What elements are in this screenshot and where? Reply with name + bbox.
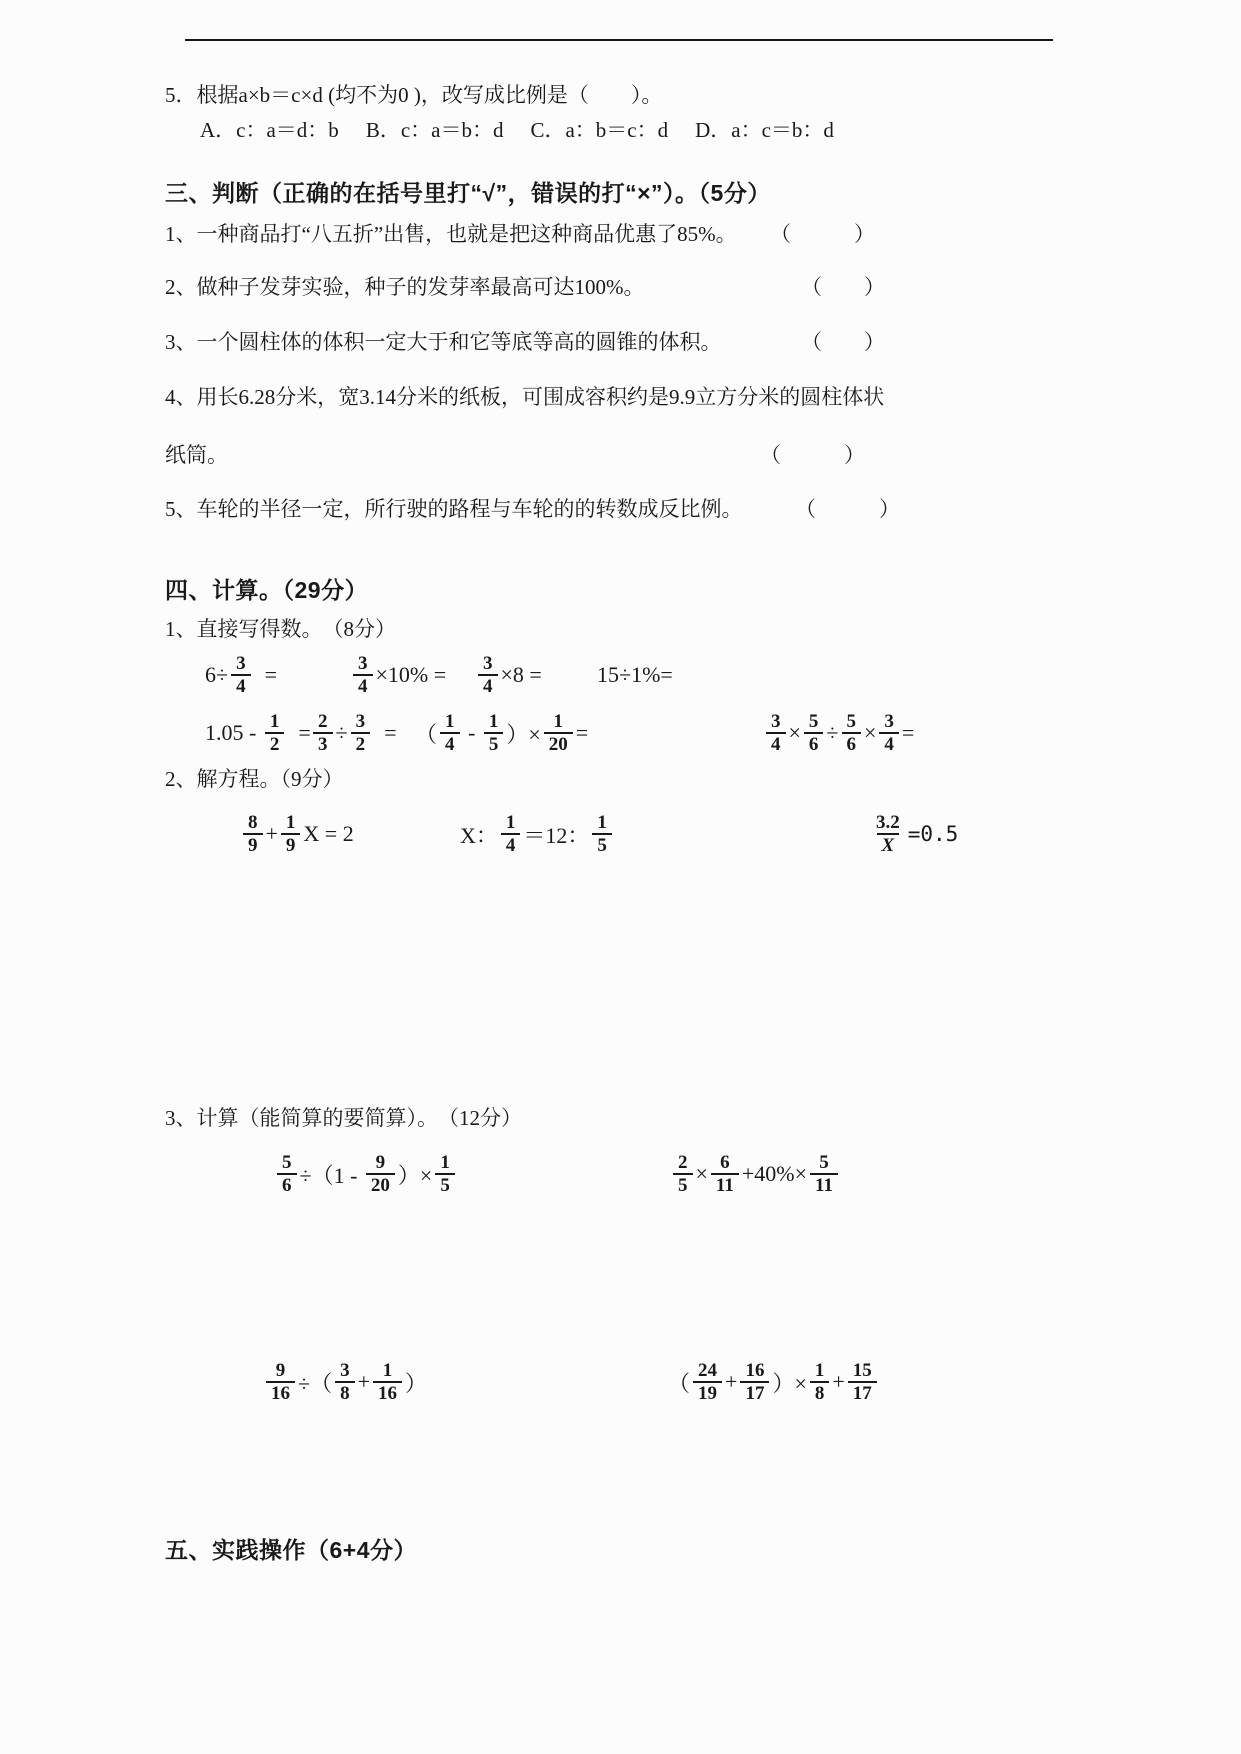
judgment-item-5 (165, 496, 1010, 522)
top-divider-rule (185, 39, 1053, 41)
fraction: $\frac{3}{4}$ (231, 653, 251, 698)
fraction: $\frac{1}{5}$ (592, 812, 612, 857)
fraction: $\frac{3}{4}$ (879, 711, 899, 756)
fraction: $\frac{5}{6}$ (277, 1152, 297, 1197)
math-expression: $\frac{5}{6}$ ÷（1 - $\frac{9}{20}$ ）× $\frac{1}{5}$ (274, 1138, 458, 1210)
math-expression: 6÷ $\frac{3}{4}$ = (205, 652, 277, 697)
section-three-title: 三、判断（正确的在括号里打“√”，错误的打“×”）。（5分） (165, 180, 771, 206)
fraction: $\frac{3}{2}$ (351, 711, 371, 756)
option-c: C．a：b＝c：d (530, 118, 669, 142)
judgment-item-4-text2: 纸筒。 (165, 443, 228, 467)
fraction: $\frac{24}{19}$ (693, 1360, 722, 1405)
math-expression: $\frac{3}{4}$ × $\frac{5}{6}$ ÷ $\frac{5}{6}$ × $\frac{3}{4}$ = (763, 701, 914, 765)
judgment-item-2 (165, 274, 1010, 300)
fraction: $\frac{1}{5}$ (484, 711, 504, 756)
fraction: $\frac{9}{20}$ (366, 1152, 395, 1197)
fraction: $\frac{6}{11}$ (711, 1152, 739, 1197)
math-expression: $\frac{2}{3}$ ÷ $\frac{3}{2}$ = (310, 701, 397, 765)
equation: X： $\frac{1}{4}$ ＝12： $\frac{1}{5}$ (460, 795, 615, 873)
answer-bracket: （ ） (760, 443, 865, 467)
fraction: $\frac{5}{6}$ (842, 711, 862, 756)
fraction: $\frac{3}{4}$ (766, 711, 786, 756)
simplify-calc-title: 3、计算（能简算的要简算）。 （12分） (165, 1106, 522, 1130)
fraction: $\frac{1}{9}$ (281, 812, 301, 857)
fraction: $\frac{1}{5}$ (435, 1152, 455, 1197)
answer-bracket: （ ） (770, 222, 875, 246)
equation: $\frac{8}{9}$ + $\frac{1}{9}$ X = 2 (240, 795, 354, 873)
fraction: $\frac{1}{4}$ (501, 812, 521, 857)
option-a: A．c：a＝d：b (200, 118, 339, 142)
fraction: $\frac{1}{16}$ (373, 1360, 402, 1405)
answer-bracket: （ ） (795, 497, 900, 521)
math-expression: $\frac{9}{16}$ ÷（ $\frac{3}{8}$ + $\frac{1}{16}$ ） (263, 1346, 427, 1418)
direct-calc-title: 1、直接写得数。 （8分） (165, 617, 396, 641)
equation (868, 795, 958, 873)
question-5-options (200, 117, 1045, 143)
judgment-item-3 (165, 329, 1010, 355)
fraction: $\frac{1}{8}$ (810, 1360, 830, 1405)
fraction: $\frac{1}{2}$ (265, 711, 285, 756)
fraction: $\frac{3}{8}$ (335, 1360, 355, 1405)
direct-calc-row-2 (165, 701, 1065, 765)
math-expression: 15÷1%= (597, 662, 673, 687)
fraction: $\frac{8}{9}$ (243, 812, 263, 857)
fraction: $\frac{2}{3}$ (313, 711, 333, 756)
judgment-item-2-text: 2、做种子发芽实验，种子的发芽率最高可达100%。 (165, 275, 645, 299)
equations-row (165, 795, 1065, 873)
fraction: $\frac{1}{4}$ (440, 711, 460, 756)
fraction: $\frac{1}{20}$ (544, 711, 573, 756)
math-expression: $\frac{3}{4}$ ×10% = (350, 643, 446, 707)
simplify-calc-row-2 (165, 1346, 1065, 1418)
answer-bracket: （ ） (801, 330, 885, 354)
solve-equation-title: 2、解方程。（9分） (165, 767, 344, 791)
math-expression: $\frac{2}{5}$ × $\frac{6}{11}$ +40%× $\frac{5}{11}$ (670, 1138, 841, 1210)
judgment-item-1 (165, 221, 1010, 247)
fraction: $\frac{3}{4}$ (478, 653, 498, 698)
fraction: $\frac{9}{16}$ (266, 1360, 295, 1405)
question-5-text: 5．根据a×b＝c×d (均不为0 )，改写成比例是（ ）。 (165, 83, 663, 107)
math-expression: （ $\frac{24}{19}$ + $\frac{16}{17}$ ）× $\frac{1}{8}$ + $\frac{15}{17}$ (668, 1346, 880, 1418)
math-expression: 1.05 - $\frac{1}{2}$ = (205, 710, 311, 755)
fraction: $\frac{15}{17}$ (848, 1360, 877, 1405)
judgment-item-3-text: 3、一个圆柱体的体积一定大于和它等底等高的圆锥的体积。 (165, 330, 722, 354)
judgment-item-4-line2 (165, 442, 1010, 468)
section-four-title: 四、计算。（29分） (165, 577, 369, 603)
fraction: $\frac{3}{4}$ (353, 653, 373, 698)
fraction: $\frac{3.2}{X}$ (876, 811, 900, 856)
judgment-item-5-text: 5、车轮的半径一定，所行驶的路程与车轮的的转数成反比例。 (165, 497, 743, 521)
fraction: $\frac{16}{17}$ (740, 1360, 769, 1405)
judgment-item-4-line1: 4、用长6.28分米，宽3.14分米的纸板，可围成容积约是9.9立方分米的圆柱体状 (165, 385, 885, 409)
answer-bracket: （ ） (801, 275, 885, 299)
option-b: B．c：a＝b：d (365, 118, 504, 142)
option-d: D．a：c＝b：d (695, 118, 834, 142)
simplify-calc-row-1 (165, 1138, 1065, 1210)
mono-text: =0.5 (907, 822, 959, 846)
math-expression: （ $\frac{1}{4}$ - $\frac{1}{5}$ ）× $\frac{1}{20}$ = (415, 710, 589, 755)
fraction: $\frac{5}{6}$ (804, 711, 824, 756)
judgment-item-1-text: 1、一种商品打“八五折”出售，也就是把这种商品优惠了85%。 (165, 222, 737, 246)
direct-calc-row-1 (165, 643, 1065, 707)
math-expression: $\frac{3}{4}$ ×8 = (475, 643, 542, 707)
section-five-title: 五、实践操作（6+4分） (165, 1537, 418, 1563)
fraction: $\frac{5}{11}$ (810, 1152, 838, 1197)
fraction: $\frac{2}{5}$ (673, 1152, 693, 1197)
